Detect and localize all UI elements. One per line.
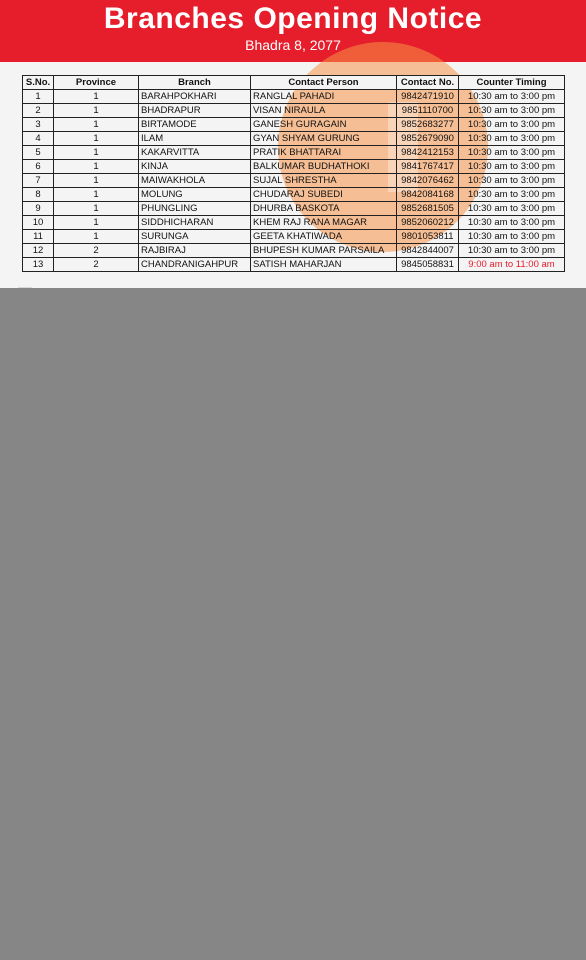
- cell-contact-person: SUJAL SHRESTHA: [251, 174, 397, 188]
- cell-contact-person: DHURBA BASKOTA: [251, 202, 397, 216]
- column-header-contact-no: Contact No.: [397, 76, 459, 90]
- cell-contact-no: 9842076462: [397, 174, 459, 188]
- column-header-branch: Branch: [139, 76, 251, 90]
- cell-province: 1: [54, 202, 139, 216]
- cell-contact-person: KHEM RAJ RANA MAGAR: [251, 216, 397, 230]
- cell-contact-no: 9852060212: [397, 216, 459, 230]
- cell-province: 1: [54, 132, 139, 146]
- cell-contact-person: VISAN NIRAULA: [251, 104, 397, 118]
- table-row: [23, 160, 565, 174]
- table-row: [23, 90, 565, 104]
- cell-branch: SURUNGA: [139, 230, 251, 244]
- cell-contact-no: 9842471910: [397, 90, 459, 104]
- column-header-province: Province: [54, 76, 139, 90]
- cell-contact-person: GEETA KHATIWADA: [251, 230, 397, 244]
- cell-branch: KINJA: [139, 160, 251, 174]
- cell-province: 1: [54, 216, 139, 230]
- cell-sno: 5: [23, 146, 54, 160]
- table-row: [23, 230, 565, 244]
- cell-contact-person: RANGLAL PAHADI: [251, 90, 397, 104]
- cell-contact-no: 9842412153: [397, 146, 459, 160]
- cell-branch: MOLUNG: [139, 188, 251, 202]
- table-row: [23, 202, 565, 216]
- cell-sno: 9: [23, 202, 54, 216]
- cell-province: 1: [54, 104, 139, 118]
- cell-counter-timing: 10:30 am to 3:00 pm: [459, 216, 565, 230]
- cell-contact-no: 9842084168: [397, 188, 459, 202]
- cell-contact-no: 9801053811: [397, 230, 459, 244]
- cell-branch: ILAM: [139, 132, 251, 146]
- cell-province: 1: [54, 90, 139, 104]
- cell-sno: 3: [23, 118, 54, 132]
- cell-contact-person: GYAN SHYAM GURUNG: [251, 132, 397, 146]
- table-row: [23, 132, 565, 146]
- cell-province: 1: [54, 188, 139, 202]
- column-header-counter-timing: Counter Timing: [459, 76, 565, 90]
- cell-branch: RAJBIRAJ: [139, 244, 251, 258]
- cell-branch: CHANDRANIGAHPUR: [139, 258, 251, 272]
- table-row: [23, 174, 565, 188]
- cell-contact-no: 9842844007: [397, 244, 459, 258]
- table-row: [23, 188, 565, 202]
- cell-sno: 10: [23, 216, 54, 230]
- notice-image: [0, 0, 586, 288]
- cell-contact-no: 9852683277: [397, 118, 459, 132]
- cell-contact-no: 9845058831: [397, 258, 459, 272]
- cell-contact-no: 9841767417: [397, 160, 459, 174]
- cell-sno: 6: [23, 160, 54, 174]
- cell-counter-timing: 10:30 am to 3:00 pm: [459, 188, 565, 202]
- cell-counter-timing: 10:30 am to 3:00 pm: [459, 230, 565, 244]
- cell-sno: 13: [23, 258, 54, 272]
- cell-sno: 8: [23, 188, 54, 202]
- cell-contact-person: PRATIK BHATTARAI: [251, 146, 397, 160]
- cell-branch: MAIWAKHOLA: [139, 174, 251, 188]
- cell-counter-timing: 10:30 am to 3:00 pm: [459, 132, 565, 146]
- cell-province: 1: [54, 230, 139, 244]
- notice-date: Bhadra 8, 2077: [245, 37, 341, 53]
- cell-contact-no: 9852681505: [397, 202, 459, 216]
- cell-branch: BIRTAMODE: [139, 118, 251, 132]
- cell-contact-person: CHUDARAJ SUBEDI: [251, 188, 397, 202]
- notice-title: Branches Opening Notice: [103, 2, 483, 35]
- cell-branch: BARAHPOKHARI: [139, 90, 251, 104]
- cell-contact-no: 9851110700: [397, 104, 459, 118]
- table-body: [23, 90, 565, 272]
- table-header-row: [23, 76, 565, 90]
- cell-contact-no: 9852679090: [397, 132, 459, 146]
- column-header-sno: S.No.: [23, 76, 54, 90]
- table-row: [23, 216, 565, 230]
- table-row: [23, 104, 565, 118]
- cell-counter-timing: 10:30 am to 3:00 pm: [459, 244, 565, 258]
- branches-table: [22, 75, 565, 272]
- column-header-contact-person: Contact Person: [251, 76, 397, 90]
- cell-sno: 2: [23, 104, 54, 118]
- cell-province: 1: [54, 174, 139, 188]
- cell-branch: SIDDHICHARAN: [139, 216, 251, 230]
- cell-province: 2: [54, 244, 139, 258]
- cell-sno: 11: [23, 230, 54, 244]
- cell-sno: 1: [23, 90, 54, 104]
- cell-counter-timing: 10:30 am to 3:00 pm: [459, 174, 565, 188]
- cell-branch: BHADRAPUR: [139, 104, 251, 118]
- cell-counter-timing: 10:30 am to 3:00 pm: [459, 160, 565, 174]
- cell-sno: 12: [23, 244, 54, 258]
- cell-sno: 7: [23, 174, 54, 188]
- cell-contact-person: GANESH GURAGAIN: [251, 118, 397, 132]
- notice-banner: [0, 0, 586, 62]
- cell-province: 1: [54, 160, 139, 174]
- table-row: [23, 244, 565, 258]
- table-row: [23, 258, 565, 272]
- cell-counter-timing: 9:00 am to 11:00 am: [459, 258, 565, 272]
- cell-province: 1: [54, 118, 139, 132]
- cell-province: 2: [54, 258, 139, 272]
- cell-province: 1: [54, 146, 139, 160]
- table-row: [23, 146, 565, 160]
- cell-counter-timing: 10:30 am to 3:00 pm: [459, 90, 565, 104]
- cell-sno: 4: [23, 132, 54, 146]
- cell-branch: PHUNGLING: [139, 202, 251, 216]
- cell-counter-timing: 10:30 am to 3:00 pm: [459, 118, 565, 132]
- cell-counter-timing: 10:30 am to 3:00 pm: [459, 202, 565, 216]
- cell-counter-timing: 10:30 am to 3:00 pm: [459, 104, 565, 118]
- scroll-thumb: [18, 287, 32, 288]
- cell-contact-person: BHUPESH KUMAR PARSAILA: [251, 244, 397, 258]
- cell-contact-person: BALKUMAR BUDHATHOKI: [251, 160, 397, 174]
- cell-contact-person: SATISH MAHARJAN: [251, 258, 397, 272]
- cell-counter-timing: 10:30 am to 3:00 pm: [459, 146, 565, 160]
- table-row: [23, 118, 565, 132]
- cell-branch: KAKARVITTA: [139, 146, 251, 160]
